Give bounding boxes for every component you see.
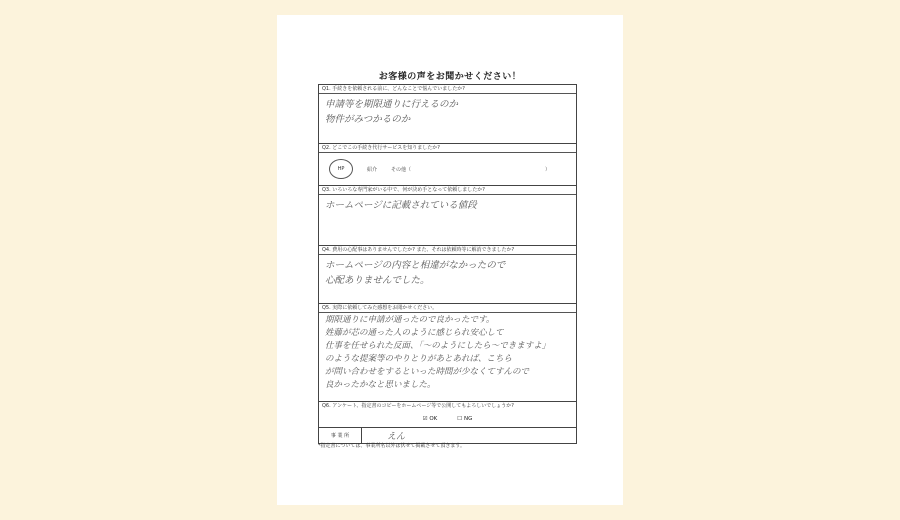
q6-question: Q6. アンケート、指定書のコピーをホームページ等で公開してもよろしいでしょうか?: [322, 403, 514, 409]
answer-line: ホームページの内容と相違がなかったので: [325, 260, 506, 271]
q3-question: Q3. いろいろな専門家がいる中で、何が決め手となって依頼しましたか?: [319, 186, 576, 195]
option-other: その他（: [391, 166, 412, 173]
office-label: 事 業 所: [319, 428, 362, 443]
option-referral: 紹介: [367, 166, 378, 173]
answer-line: 申請等を期限通りに行えるのか: [325, 99, 459, 110]
option-other-close: ）: [545, 166, 551, 173]
q3-answer: [319, 195, 576, 246]
office-value: えん: [387, 432, 406, 442]
answer-line: 姓藤が芯の通った人のように感じられ安心して: [325, 328, 504, 338]
q4-answer: [319, 255, 576, 304]
q2-question: Q2. どこでこの手続き代行サービスを知りましたか?: [319, 144, 576, 153]
option-ok-checked: ☑ OK: [422, 415, 438, 422]
q2-options: [319, 153, 576, 186]
answer-line: 良かったかなと思いました。: [325, 380, 436, 390]
answer-line: 心配ありませんでした。: [325, 275, 430, 286]
q1-answer: [319, 94, 576, 144]
office-row: [319, 428, 576, 443]
answer-line: 仕事を任せられた反面、「～のようにしたら～できますよ」: [325, 341, 551, 351]
survey-form: [318, 84, 577, 444]
option-ng: ☐ NG: [457, 415, 473, 422]
answer-line: 期限通りに申請が通ったので良かったです。: [325, 315, 495, 325]
survey-sheet: [277, 15, 623, 505]
q5-answer: [319, 313, 576, 402]
q6-options: [319, 410, 576, 428]
q4-question: Q4. 費用の心配事はありませんでしたか? また、それは依頼時等に解消できましたか?: [319, 246, 576, 255]
answer-line: のような提案等のやりとりがあとあれば、こちら: [325, 354, 513, 364]
option-hp-circled: HP: [329, 159, 353, 179]
answer-line: 物件がみつかるのか: [325, 114, 411, 125]
q5-question: Q5. 実際に依頼してみた感想をお聞かせください。: [319, 304, 576, 313]
q1-question: Q1. 手続きを依頼される前に、どんなことで悩んでいましたか?: [319, 85, 576, 94]
answer-line: ホームページに記載されている値段: [325, 200, 477, 211]
footnote: *指定書については、事業所名以外は伏せて掲載させて頂きます。: [318, 443, 466, 449]
survey-title: お客様の声をお聞かせください！: [378, 72, 522, 82]
answer-line: が問い合わせをするといった時間が少なくてすんので: [325, 367, 530, 377]
